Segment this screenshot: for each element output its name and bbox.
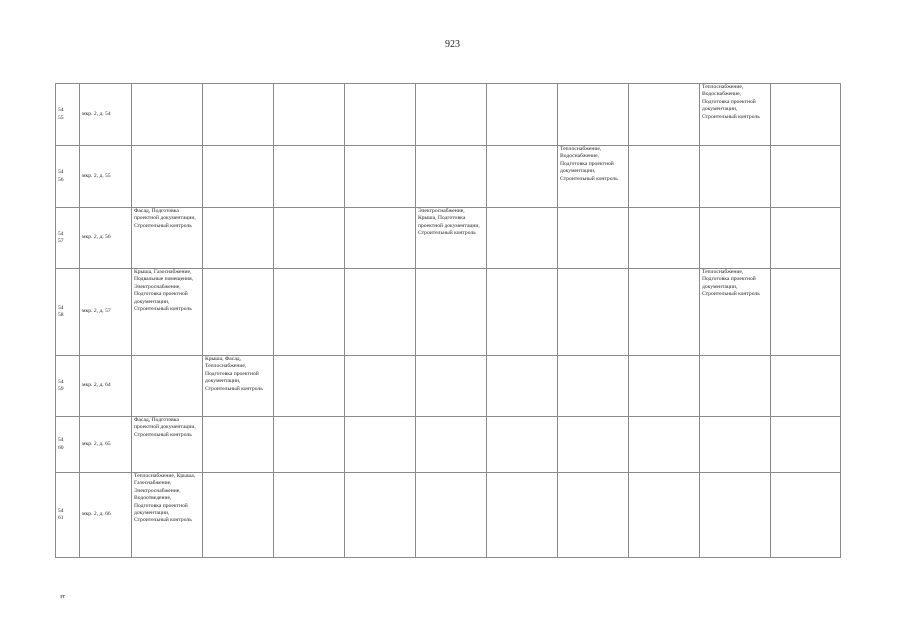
row-number-bottom: 60 — [58, 444, 64, 451]
address-cell: мкр. 2, д. 57 — [80, 269, 132, 356]
work-cell: Фасад, Подготовка проектной документации, Строительный контроль — [132, 417, 203, 473]
work-cell — [629, 146, 700, 208]
work-cell — [629, 208, 700, 269]
work-cell — [345, 208, 416, 269]
work-cell — [274, 417, 345, 473]
work-cell — [700, 146, 771, 208]
address-cell: мкр. 2, д. 64 — [80, 356, 132, 417]
row-number-bottom: 57 — [58, 238, 64, 244]
work-cell — [558, 417, 629, 473]
work-cell — [416, 417, 487, 473]
work-cell — [203, 269, 274, 356]
work-cell — [416, 356, 487, 417]
row-number-cell — [56, 146, 80, 208]
row-number-cell — [56, 269, 80, 356]
work-cell — [771, 146, 841, 208]
work-cell — [700, 417, 771, 473]
work-cell — [629, 473, 700, 558]
table-row — [56, 269, 841, 356]
work-cell — [771, 84, 841, 146]
table-row — [56, 208, 841, 269]
work-cell — [132, 356, 203, 417]
row-number-top: 54 — [58, 378, 64, 385]
work-cell — [487, 356, 558, 417]
work-cell — [416, 84, 487, 146]
row-number-bottom: 58 — [58, 312, 64, 318]
work-cell — [558, 473, 629, 558]
row-number-bottom: 59 — [58, 386, 64, 392]
row-number-bottom: 55 — [58, 114, 64, 121]
row-number-top: 54 — [58, 169, 64, 176]
work-cell — [274, 208, 345, 269]
address-cell: мкр. 2, д. 65 — [80, 417, 132, 473]
row-number-top: 54 — [58, 107, 64, 114]
work-cell — [487, 417, 558, 473]
address-cell: мкр. 2, д. 55 — [80, 146, 132, 208]
work-cell — [203, 84, 274, 146]
work-cell — [629, 417, 700, 473]
row-number-top: 54 — [58, 304, 64, 311]
footer-mark: зт — [60, 594, 65, 600]
row-number-cell — [56, 84, 80, 146]
row-number-top: 54 — [58, 230, 64, 237]
work-cell: Теплоснабжение, Водоснабжение, Подготовка проектной документации, Строительный контроль — [558, 146, 629, 208]
table-row — [56, 417, 841, 473]
table-row — [56, 146, 841, 208]
work-cell — [558, 208, 629, 269]
work-cell — [487, 473, 558, 558]
work-cell — [771, 208, 841, 269]
work-schedule-table — [55, 83, 841, 558]
work-cell — [345, 356, 416, 417]
work-cell — [771, 356, 841, 417]
work-cell — [132, 146, 203, 208]
row-number-cell — [56, 473, 80, 558]
work-cell: Крыша, Фасад, Теплоснабжение, Подготовка проектной документации, Строительный контроль — [203, 356, 274, 417]
work-cell — [345, 269, 416, 356]
address-cell: мкр. 2, д. 56 — [80, 208, 132, 269]
page-number: 923 — [445, 39, 460, 50]
address-cell: мкр. 2, д. 54 — [80, 84, 132, 146]
work-cell — [416, 146, 487, 208]
work-cell — [771, 417, 841, 473]
row-number-cell — [56, 417, 80, 473]
work-cell — [132, 84, 203, 146]
work-cell — [487, 84, 558, 146]
work-cell — [345, 417, 416, 473]
work-cell — [203, 208, 274, 269]
row-number-cell — [56, 356, 80, 417]
work-cell — [203, 473, 274, 558]
work-cell — [771, 269, 841, 356]
work-cell — [203, 417, 274, 473]
work-cell — [700, 356, 771, 417]
work-cell — [345, 84, 416, 146]
work-cell — [771, 473, 841, 558]
work-cell — [274, 146, 345, 208]
work-cell: Фасад, Подготовка проектной документации, Строительный контроль — [132, 208, 203, 269]
work-cell — [629, 356, 700, 417]
table-row — [56, 473, 841, 558]
table-row — [56, 356, 841, 417]
work-cell — [274, 84, 345, 146]
work-cell — [700, 208, 771, 269]
work-cell: Крыша, Газоснабжение, Подвальные помещения, Электроснабжение, Подготовка проектной документации, Строительный контроль — [132, 269, 203, 356]
work-cell — [274, 473, 345, 558]
work-cell — [345, 146, 416, 208]
work-cell — [487, 208, 558, 269]
table-row — [56, 84, 841, 146]
work-cell — [416, 269, 487, 356]
work-cell — [274, 269, 345, 356]
address-cell: мкр. 2, д. 66 — [80, 473, 132, 558]
table-body — [56, 84, 841, 558]
work-cell — [203, 146, 274, 208]
work-cell — [274, 356, 345, 417]
work-cell — [345, 473, 416, 558]
work-cell — [629, 269, 700, 356]
work-cell: Теплоснабжение, Водоснабжение, Подготовка проектной документации, Строительный контроль — [700, 84, 771, 146]
work-cell — [700, 473, 771, 558]
work-cell — [487, 146, 558, 208]
work-cell — [487, 269, 558, 356]
row-number-top: 54 — [58, 437, 64, 444]
work-cell — [558, 269, 629, 356]
row-number-top: 54 — [58, 507, 64, 514]
work-cell: Теплоснабжение, Подготовка проектной документации, Строительный контроль — [700, 269, 771, 356]
work-cell — [629, 84, 700, 146]
row-number-cell — [56, 208, 80, 269]
work-cell — [558, 84, 629, 146]
work-cell: Электроснабжение, Крыша, Подготовка проектной документации, Строительный контроль — [416, 208, 487, 269]
row-number-bottom: 56 — [58, 176, 64, 183]
work-cell — [416, 473, 487, 558]
row-number-bottom: 61 — [58, 515, 64, 521]
work-cell: Теплоснабжение, Крыша, Газоснабжение, Электроснабжение, Водоотведение, Подготовка проектной документации, Строительный контроль — [132, 473, 203, 558]
work-cell — [558, 356, 629, 417]
